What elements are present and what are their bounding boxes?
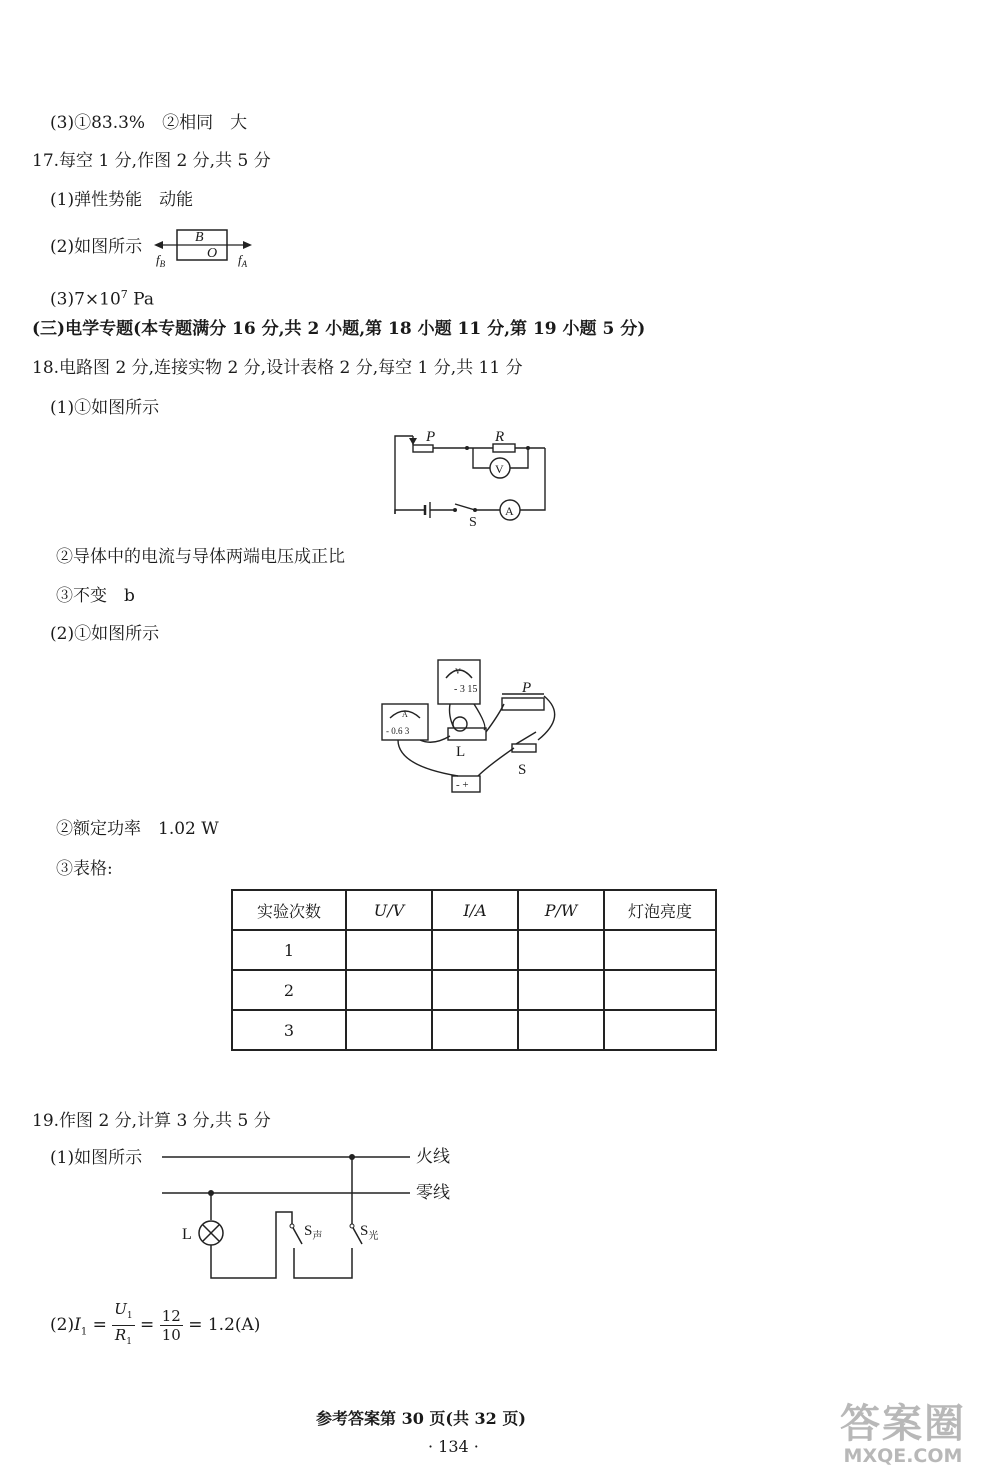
watermark-logo: 答案圈 MXQE.COM	[840, 1401, 966, 1467]
wire-between-switches	[294, 1248, 352, 1278]
table-cell	[346, 1010, 432, 1050]
table-row	[232, 1010, 716, 1050]
switch-S	[455, 504, 475, 510]
table-cell	[432, 930, 518, 970]
answer-17-2: (2)如图所示	[50, 237, 143, 257]
answer-18-2: (2)①如图所示	[50, 624, 160, 644]
page-number: · 134 ·	[428, 1437, 479, 1456]
answer-18-2b: ②额定功率 1.02 W	[56, 819, 219, 839]
table-cell	[604, 970, 716, 1010]
table-cell: 3	[232, 1010, 346, 1050]
answer-19-2: $(2)I_1$ = $\frac{U_1}{R_1}$ = $\frac{12}{10}$ = 1.2(A)	[50, 1300, 260, 1352]
answer-18-1: (1)①如图所示	[50, 398, 160, 418]
table-cell	[346, 970, 432, 1010]
rheostat-body	[502, 698, 544, 710]
answer-16-3: (3)①83.3% ②相同 大	[50, 113, 248, 133]
answer-18-1b: ②导体中的电流与导体两端电压成正比	[56, 547, 345, 567]
voltmeter-wire-left	[473, 448, 490, 468]
label-live: 火线	[416, 1147, 450, 1166]
q18-heading: 18.电路图 2 分,连接实物 2 分,设计表格 2 分,每空 1 分,共 11 分	[32, 358, 523, 378]
wire-bottom3	[395, 510, 425, 514]
table-header: 实验次数	[232, 890, 346, 930]
label-A: A	[505, 504, 514, 518]
rheostat	[413, 445, 433, 452]
table-cell	[518, 1010, 604, 1050]
q19-heading: 19.作图 2 分,计算 3 分,共 5 分	[32, 1111, 271, 1131]
ammeter-scale: - 0.6 3	[386, 726, 410, 736]
voltmeter-letter: V	[455, 667, 461, 676]
answer-17-3: $(3)7\times 10^7$ Pa	[50, 288, 154, 310]
label-neutral: 零线	[416, 1183, 450, 1202]
circuit-diagram-18	[385, 426, 555, 530]
switch-lever	[516, 732, 536, 744]
lamp-bulb	[453, 717, 467, 731]
label-B: B	[195, 230, 204, 245]
table-cell	[604, 1010, 716, 1050]
lamp-base	[448, 728, 486, 740]
label-R: R	[495, 429, 505, 445]
label-fA: $f_A$	[238, 252, 248, 269]
table-cell	[432, 1010, 518, 1050]
table-cell: 1	[232, 930, 346, 970]
switch-sound	[292, 1226, 302, 1244]
ammeter-letter: A	[402, 710, 408, 719]
answer-18-2c: ③表格:	[56, 859, 113, 879]
label-S: S	[518, 762, 527, 778]
wire-loop	[211, 1212, 292, 1278]
voltmeter-wire-right	[510, 448, 528, 468]
label-fB: $f_B$	[156, 252, 166, 269]
wire-f	[538, 696, 555, 740]
fraction-u-r: $\frac{U_1}{R_1}$	[114, 1300, 133, 1347]
answer-18-1c: ③不变 b	[56, 586, 135, 606]
wiper-arrow-icon	[409, 438, 417, 445]
footer-pagination: 参考答案第 30 页(共 32 页)	[316, 1409, 526, 1428]
physical-circuit-18	[378, 656, 574, 798]
left-arrowhead-icon	[154, 241, 163, 249]
label-L: L	[182, 1226, 192, 1243]
q17-heading: 17.每空 1 分,作图 2 分,共 5 分	[32, 151, 271, 171]
label-P: P	[426, 429, 436, 445]
resistor-R	[493, 444, 515, 452]
answer-17-1: (1)弹性势能 动能	[50, 190, 194, 210]
label-O: O	[207, 246, 218, 261]
table-cell	[346, 930, 432, 970]
wire-d	[474, 704, 485, 730]
house-wiring-diagram-19	[160, 1140, 460, 1282]
answer-19-1: (1)如图所示	[50, 1148, 143, 1168]
label-s-light: $S_光$	[360, 1223, 379, 1242]
table-header: 灯泡亮度	[604, 890, 716, 930]
table-row	[232, 970, 716, 1010]
table-cell	[604, 930, 716, 970]
experiment-table	[231, 889, 717, 1051]
section-3-heading: (三)电学专题(本专题满分 16 分,共 2 小题,第 18 小题 11 分,第 19 小题 5 分)	[32, 319, 646, 339]
table-header: I/A	[432, 890, 518, 930]
table-header: U/V	[346, 890, 432, 930]
table-cell	[432, 970, 518, 1010]
label-P: P	[522, 680, 532, 696]
right-arrowhead-icon	[243, 241, 252, 249]
wire-left	[395, 436, 413, 514]
table-row	[232, 930, 716, 970]
table-cell	[518, 970, 604, 1010]
battery-terminals: - +	[456, 779, 469, 791]
table-header-row	[232, 890, 716, 930]
wire-a	[398, 740, 458, 776]
label-S: S	[469, 515, 477, 530]
table-cell	[518, 930, 604, 970]
wire-b	[420, 736, 450, 742]
switch-base	[512, 744, 536, 752]
table-cell: 2	[232, 970, 346, 1010]
label-V: V	[495, 462, 504, 476]
force-diagram-17	[150, 224, 260, 270]
label-s-sound: $S_声$	[304, 1223, 323, 1242]
table-header: P/W	[518, 890, 604, 930]
wire-right	[520, 448, 545, 510]
wire-g	[478, 748, 514, 776]
voltmeter-scale: - 3 15	[454, 684, 478, 695]
wire-e	[486, 704, 504, 732]
label-L: L	[456, 744, 466, 760]
fraction-12-10: $\frac{12}{10}$	[161, 1307, 181, 1344]
